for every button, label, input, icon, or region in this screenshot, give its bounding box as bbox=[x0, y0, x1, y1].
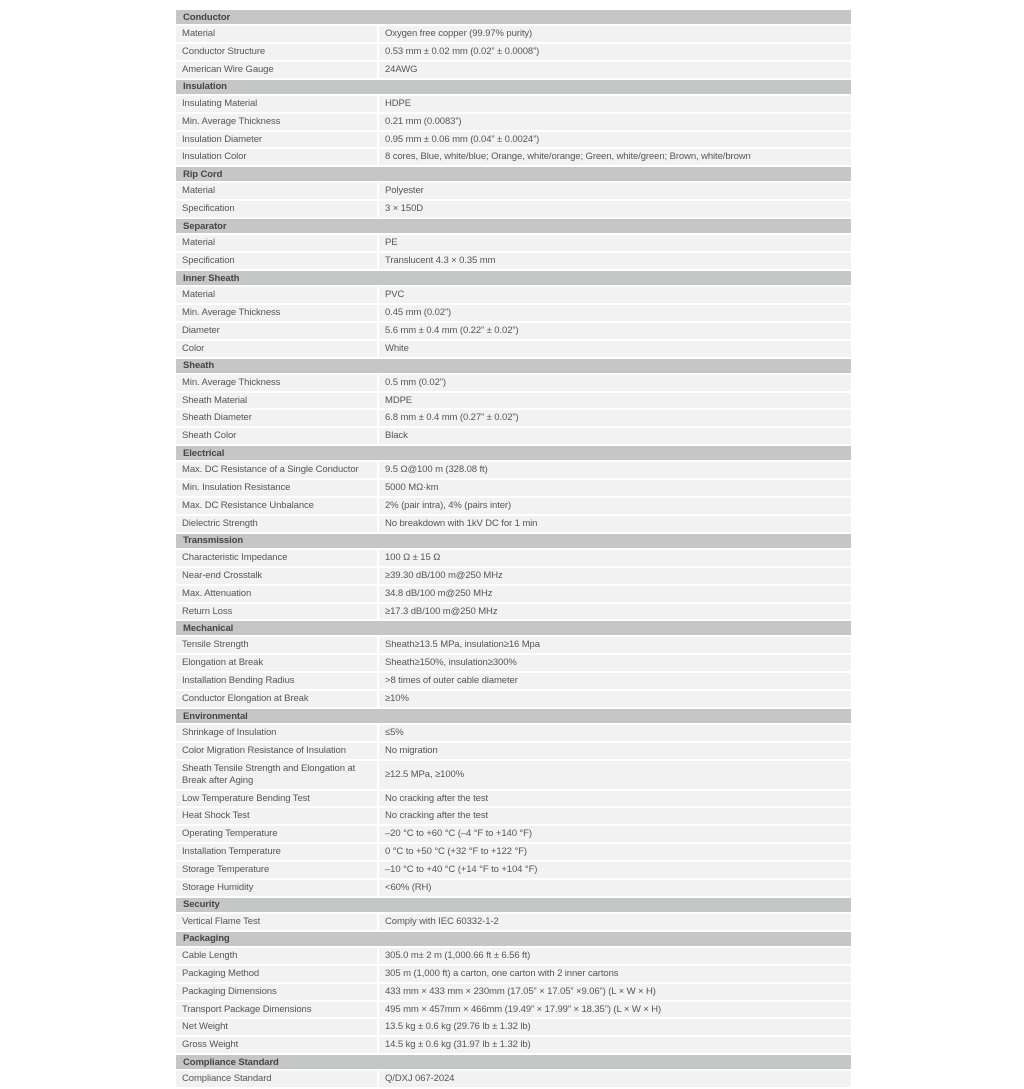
spec-value: 24AWG bbox=[379, 62, 851, 78]
section-header-electrical bbox=[176, 446, 851, 460]
spec-label: Insulation Diameter bbox=[176, 132, 377, 148]
spec-label: Color bbox=[176, 341, 377, 357]
spec-value: ≤5% bbox=[379, 725, 851, 741]
spec-row-sheath-sheath-color bbox=[176, 428, 851, 444]
spec-label: Compliance Standard bbox=[176, 1071, 377, 1087]
spec-label: Dielectric Strength bbox=[176, 516, 377, 532]
spec-row-rip-cord-specification bbox=[176, 201, 851, 217]
section-header-mechanical bbox=[176, 621, 851, 635]
spec-row-mechanical-conductor-elongation-at-break bbox=[176, 691, 851, 707]
spec-value: Q/DXJ 067-2024 bbox=[379, 1071, 851, 1087]
spec-value: 14.5 kg ± 0.6 kg (31.97 lb ± 1.32 lb) bbox=[379, 1037, 851, 1053]
spec-label: Sheath Tensile Strength and Elongation at Break after Aging bbox=[176, 761, 377, 789]
spec-label: Packaging Dimensions bbox=[176, 984, 377, 1000]
spec-row-separator-material bbox=[176, 235, 851, 251]
spec-row-packaging-net-weight bbox=[176, 1019, 851, 1035]
spec-row-environmental-installation-temperature bbox=[176, 844, 851, 860]
section-title: Sheath bbox=[183, 360, 215, 372]
spec-label: Heat Shock Test bbox=[176, 808, 377, 824]
spec-label: Packaging Method bbox=[176, 966, 377, 982]
spec-row-inner-sheath-material bbox=[176, 287, 851, 303]
spec-label: Material bbox=[176, 183, 377, 199]
spec-label: Shrinkage of Insulation bbox=[176, 725, 377, 741]
section-header-sheath bbox=[176, 359, 851, 373]
spec-row-sheath-sheath-diameter bbox=[176, 410, 851, 426]
spec-label: Return Loss bbox=[176, 604, 377, 620]
spec-row-environmental-color-migration-resistance-of-insulation bbox=[176, 743, 851, 759]
spec-value: No cracking after the test bbox=[379, 791, 851, 807]
section-header-conductor bbox=[176, 10, 851, 24]
spec-row-environmental-storage-humidity bbox=[176, 880, 851, 896]
spec-row-environmental-shrinkage-of-insulation bbox=[176, 725, 851, 741]
spec-label: Insulation Color bbox=[176, 149, 377, 165]
spec-value: ≥17.3 dB/100 m@250 MHz bbox=[379, 604, 851, 620]
spec-row-mechanical-installation-bending-radius bbox=[176, 673, 851, 689]
spec-label: Net Weight bbox=[176, 1019, 377, 1035]
spec-row-electrical-max-dc-resistance-unbalance bbox=[176, 498, 851, 514]
section-header-security bbox=[176, 898, 851, 912]
spec-value: 0.45 mm (0.02”) bbox=[379, 305, 851, 321]
spec-value: 100 Ω ± 15 Ω bbox=[379, 550, 851, 566]
section-title: Transmission bbox=[183, 535, 244, 547]
spec-label: Operating Temperature bbox=[176, 826, 377, 842]
spec-value: 0.53 mm ± 0.02 mm (0.02” ± 0.0008”) bbox=[379, 44, 851, 60]
spec-label: Max. DC Resistance of a Single Conductor bbox=[176, 462, 377, 478]
section-title: Mechanical bbox=[183, 622, 234, 634]
spec-value: No migration bbox=[379, 743, 851, 759]
spec-row-security-vertical-flame-test bbox=[176, 914, 851, 930]
section-title: Security bbox=[183, 899, 220, 911]
spec-label: Material bbox=[176, 235, 377, 251]
spec-value: Translucent 4.3 × 0.35 mm bbox=[379, 253, 851, 269]
spec-label: Diameter bbox=[176, 323, 377, 339]
spec-label: Low Temperature Bending Test bbox=[176, 791, 377, 807]
spec-label: Installation Temperature bbox=[176, 844, 377, 860]
spec-value: ≥12.5 MPa, ≥100% bbox=[379, 761, 851, 789]
spec-row-packaging-packaging-dimensions bbox=[176, 984, 851, 1000]
spec-row-environmental-operating-temperature bbox=[176, 826, 851, 842]
spec-row-environmental-heat-shock-test bbox=[176, 808, 851, 824]
spec-row-insulation-insulation-color bbox=[176, 149, 851, 165]
spec-value: Oxygen free copper (99.97% purity) bbox=[379, 26, 851, 42]
spec-row-compliance-standard-compliance-standard bbox=[176, 1071, 851, 1087]
spec-value: 6.8 mm ± 0.4 mm (0.27” ± 0.02”) bbox=[379, 410, 851, 426]
spec-label: Storage Temperature bbox=[176, 862, 377, 878]
spec-row-transmission-near-end-crosstalk bbox=[176, 568, 851, 584]
spec-value: 433 mm × 433 mm × 230mm (17.05” × 17.05” ×9.06”) (L × W × H) bbox=[379, 984, 851, 1000]
spec-label: Tensile Strength bbox=[176, 637, 377, 653]
spec-label: Min. Average Thickness bbox=[176, 305, 377, 321]
spec-label: American Wire Gauge bbox=[176, 62, 377, 78]
specification-table bbox=[176, 10, 851, 1089]
spec-label: Sheath Color bbox=[176, 428, 377, 444]
spec-value: ≥10% bbox=[379, 691, 851, 707]
spec-row-environmental-sheath-tensile-strength-and-elongation-at-break-after-aging bbox=[176, 761, 851, 789]
section-title: Rip Cord bbox=[183, 168, 223, 180]
section-title: Compliance Standard bbox=[183, 1056, 279, 1068]
spec-label: Min. Average Thickness bbox=[176, 375, 377, 391]
spec-row-electrical-min-insulation-resistance bbox=[176, 480, 851, 496]
section-header-inner-sheath bbox=[176, 271, 851, 285]
spec-value: 5.6 mm ± 0.4 mm (0.22” ± 0.02”) bbox=[379, 323, 851, 339]
spec-value: ≥39.30 dB/100 m@250 MHz bbox=[379, 568, 851, 584]
spec-value: –20 °C to +60 °C (–4 °F to +140 °F) bbox=[379, 826, 851, 842]
spec-row-transmission-characteristic-impedance bbox=[176, 550, 851, 566]
spec-label: Near-end Crosstalk bbox=[176, 568, 377, 584]
spec-label: Min. Average Thickness bbox=[176, 114, 377, 130]
spec-row-packaging-gross-weight bbox=[176, 1037, 851, 1053]
spec-row-inner-sheath-color bbox=[176, 341, 851, 357]
spec-value: White bbox=[379, 341, 851, 357]
section-header-separator bbox=[176, 219, 851, 233]
spec-label: Vertical Flame Test bbox=[176, 914, 377, 930]
section-title: Conductor bbox=[183, 11, 231, 23]
spec-row-conductor-conductor-structure bbox=[176, 44, 851, 60]
spec-label: Installation Bending Radius bbox=[176, 673, 377, 689]
spec-label: Specification bbox=[176, 201, 377, 217]
section-title: Separator bbox=[183, 220, 227, 232]
spec-value: 305.0 m± 2 m (1,000.66 ft ± 6.56 ft) bbox=[379, 948, 851, 964]
spec-row-packaging-packaging-method bbox=[176, 966, 851, 982]
spec-label: Conductor Structure bbox=[176, 44, 377, 60]
spec-value: 3 × 150D bbox=[379, 201, 851, 217]
spec-label: Cable Length bbox=[176, 948, 377, 964]
spec-row-conductor-american-wire-gauge bbox=[176, 62, 851, 78]
spec-row-transmission-return-loss bbox=[176, 604, 851, 620]
section-header-packaging bbox=[176, 932, 851, 946]
spec-label: Conductor Elongation at Break bbox=[176, 691, 377, 707]
section-header-compliance-standard bbox=[176, 1055, 851, 1069]
spec-label: Characteristic Impedance bbox=[176, 550, 377, 566]
spec-row-mechanical-elongation-at-break bbox=[176, 655, 851, 671]
spec-row-insulation-min-average-thickness bbox=[176, 114, 851, 130]
spec-row-packaging-cable-length bbox=[176, 948, 851, 964]
spec-value: 0 °C to +50 °C (+32 °F to +122 °F) bbox=[379, 844, 851, 860]
spec-row-conductor-material bbox=[176, 26, 851, 42]
spec-row-insulation-insulating-material bbox=[176, 96, 851, 112]
spec-value: Polyester bbox=[379, 183, 851, 199]
spec-label: Max. DC Resistance Unbalance bbox=[176, 498, 377, 514]
spec-row-insulation-insulation-diameter bbox=[176, 132, 851, 148]
spec-value: 2% (pair intra), 4% (pairs inter) bbox=[379, 498, 851, 514]
spec-value: 0.21 mm (0.0083”) bbox=[379, 114, 851, 130]
spec-row-electrical-dielectric-strength bbox=[176, 516, 851, 532]
spec-value: Sheath≥150%, insulation≥300% bbox=[379, 655, 851, 671]
spec-value: >8 times of outer cable diameter bbox=[379, 673, 851, 689]
spec-label: Storage Humidity bbox=[176, 880, 377, 896]
spec-label: Sheath Material bbox=[176, 393, 377, 409]
spec-row-inner-sheath-min-average-thickness bbox=[176, 305, 851, 321]
spec-value: <60% (RH) bbox=[379, 880, 851, 896]
spec-row-transmission-max-attenuation bbox=[176, 586, 851, 602]
spec-value: 305 m (1,000 ft) a carton, one carton with 2 inner cartons bbox=[379, 966, 851, 982]
section-title: Electrical bbox=[183, 447, 225, 459]
spec-value: MDPE bbox=[379, 393, 851, 409]
spec-value: 9.5 Ω@100 m (328.08 ft) bbox=[379, 462, 851, 478]
spec-value: Comply with IEC 60332-1-2 bbox=[379, 914, 851, 930]
spec-value: 8 cores, Blue, white/blue; Orange, white/orange; Green, white/green; Brown, white/brown bbox=[379, 149, 851, 165]
spec-value: 495 mm × 457mm × 466mm (19.49” × 17.99” × 18.35”) (L × W × H) bbox=[379, 1002, 851, 1018]
spec-row-sheath-min-average-thickness bbox=[176, 375, 851, 391]
spec-label: Elongation at Break bbox=[176, 655, 377, 671]
spec-label: Color Migration Resistance of Insulation bbox=[176, 743, 377, 759]
spec-value: HDPE bbox=[379, 96, 851, 112]
spec-value: 0.5 mm (0.02”) bbox=[379, 375, 851, 391]
spec-value: Black bbox=[379, 428, 851, 444]
spec-label: Max. Attenuation bbox=[176, 586, 377, 602]
section-header-transmission bbox=[176, 534, 851, 548]
spec-value: 5000 MΩ·km bbox=[379, 480, 851, 496]
spec-label: Specification bbox=[176, 253, 377, 269]
section-title: Inner Sheath bbox=[183, 272, 240, 284]
spec-row-electrical-max-dc-resistance-of-a-single-conductor bbox=[176, 462, 851, 478]
spec-row-environmental-storage-temperature bbox=[176, 862, 851, 878]
spec-row-separator-specification bbox=[176, 253, 851, 269]
spec-value: –10 °C to +40 °C (+14 °F to +104 °F) bbox=[379, 862, 851, 878]
spec-label: Insulating Material bbox=[176, 96, 377, 112]
spec-value: 0.95 mm ± 0.06 mm (0.04” ± 0.0024”) bbox=[379, 132, 851, 148]
spec-row-rip-cord-material bbox=[176, 183, 851, 199]
section-title: Environmental bbox=[183, 710, 248, 722]
spec-value: No breakdown with 1kV DC for 1 min bbox=[379, 516, 851, 532]
spec-label: Material bbox=[176, 287, 377, 303]
spec-row-mechanical-tensile-strength bbox=[176, 637, 851, 653]
section-header-environmental bbox=[176, 709, 851, 723]
spec-label: Min. Insulation Resistance bbox=[176, 480, 377, 496]
spec-value: PE bbox=[379, 235, 851, 251]
spec-row-sheath-sheath-material bbox=[176, 393, 851, 409]
spec-row-environmental-low-temperature-bending-test bbox=[176, 791, 851, 807]
spec-label: Gross Weight bbox=[176, 1037, 377, 1053]
spec-value: 13.5 kg ± 0.6 kg (29.76 lb ± 1.32 lb) bbox=[379, 1019, 851, 1035]
spec-value: No cracking after the test bbox=[379, 808, 851, 824]
spec-label: Transport Package Dimensions bbox=[176, 1002, 377, 1018]
section-header-rip-cord bbox=[176, 167, 851, 181]
section-title: Insulation bbox=[183, 81, 227, 93]
spec-row-inner-sheath-diameter bbox=[176, 323, 851, 339]
section-title: Packaging bbox=[183, 933, 230, 945]
spec-label: Sheath Diameter bbox=[176, 410, 377, 426]
spec-label: Material bbox=[176, 26, 377, 42]
spec-value: PVC bbox=[379, 287, 851, 303]
spec-value: Sheath≥13.5 MPa, insulation≥16 Mpa bbox=[379, 637, 851, 653]
section-header-insulation bbox=[176, 80, 851, 94]
spec-row-packaging-transport-package-dimensions bbox=[176, 1002, 851, 1018]
spec-value: 34.8 dB/100 m@250 MHz bbox=[379, 586, 851, 602]
